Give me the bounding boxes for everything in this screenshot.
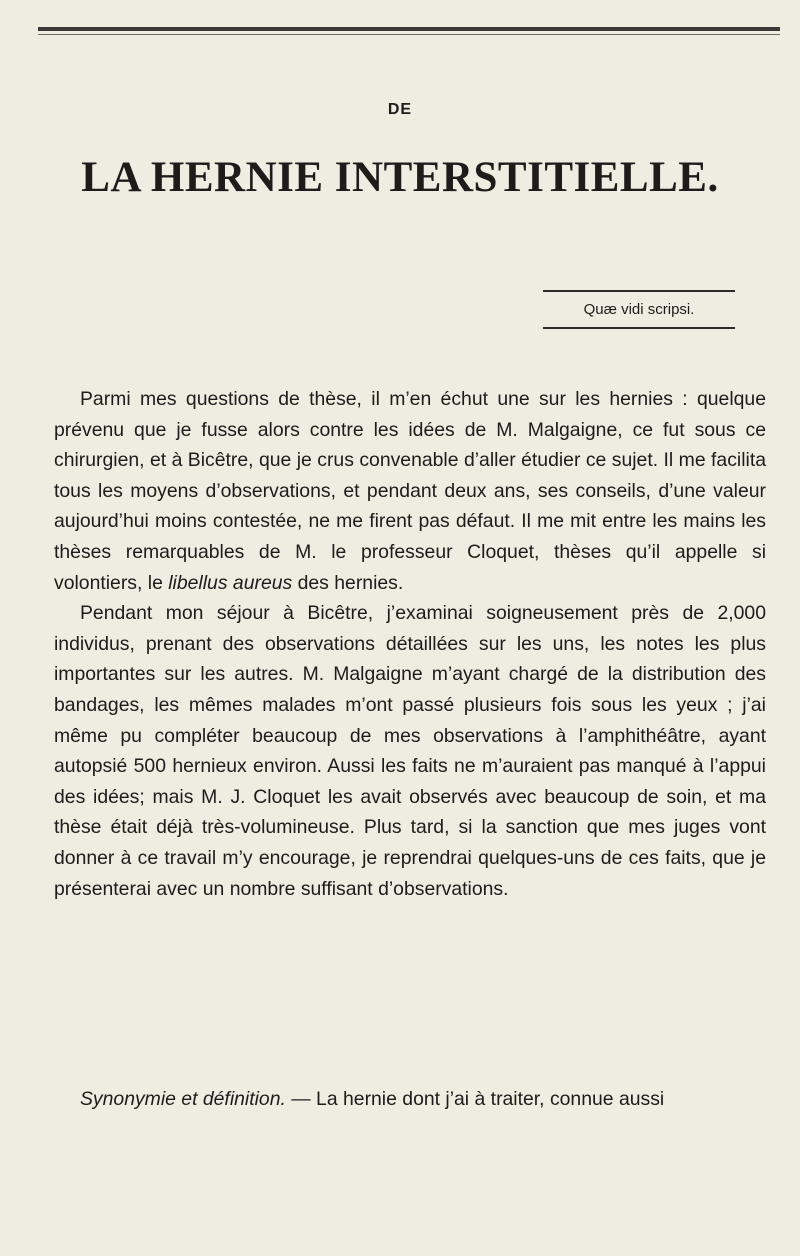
- body-text: [54, 384, 766, 904]
- paragraph-1-part-a: Parmi mes questions de thèse, il m’en échut une sur les hernies : quelque prévenu que je fusse alors contre les idées de M. Malgaigne, ce fut sous ce chirurgien, et à Bicêtre, que je crus convenable d’aller étudier ce sujet. Il me facilita tous les moyens d’observations, et pendant deux ans, ses conseils, d’une valeur aujourd’hui moins contestée, ne me firent pas défaut. Il me mit entre les mains les thèses remarquables de M. le professeur Cloquet, thèses qu’il appelle si volontiers, le: [54, 388, 766, 594]
- top-border-thin-rule: [38, 34, 780, 35]
- page-title: LA HERNIE INTERSTITIELLE.: [81, 154, 719, 201]
- top-border-rule: [38, 27, 780, 31]
- title-prefix: DE: [387, 101, 413, 118]
- section-text: — La hernie dont j’ai à traiter, connue aussi: [285, 1088, 665, 1110]
- section-heading-line: [80, 1084, 766, 1114]
- epigraph-top-rule: [543, 290, 735, 292]
- paragraph-1-part-b: des hernies.: [292, 571, 404, 594]
- paragraph-2: Pendant mon séjour à Bicêtre, j’examinai soigneusement près de 2,000 individus, prenant des observations détaillées sur les uns, les notes les plus importantes sur les autres. M. Malgaigne m’ayant chargé de la distribution des bandages, les mêmes malades m’ont passé plusieurs fois sous les yeux ; j’ai même pu compléter beaucoup de mes observations à l’amphithéâtre, ayant autopsié 500 hernieux environ. Aussi les faits ne m’auraient pas manqué à l’appui des idées; mais M. J. Cloquet les avait observés avec beaucoup de soin, et ma thèse était déjà très-volumineuse. Plus tard, si la sanction que mes juges vont donner à ce travail m’y encourage, je reprendrai quelques-uns de ces faits, que je présenterai avec un nombre suffisant d’observations.: [54, 602, 766, 900]
- paragraph-1: [54, 384, 766, 598]
- epigraph-bottom-rule: [543, 327, 735, 329]
- section-heading: Synonymie et définition.: [80, 1088, 286, 1110]
- paragraph-1-italic: libellus aureus: [168, 571, 293, 594]
- epigraph: Quæ vidi scripsi.: [583, 301, 695, 318]
